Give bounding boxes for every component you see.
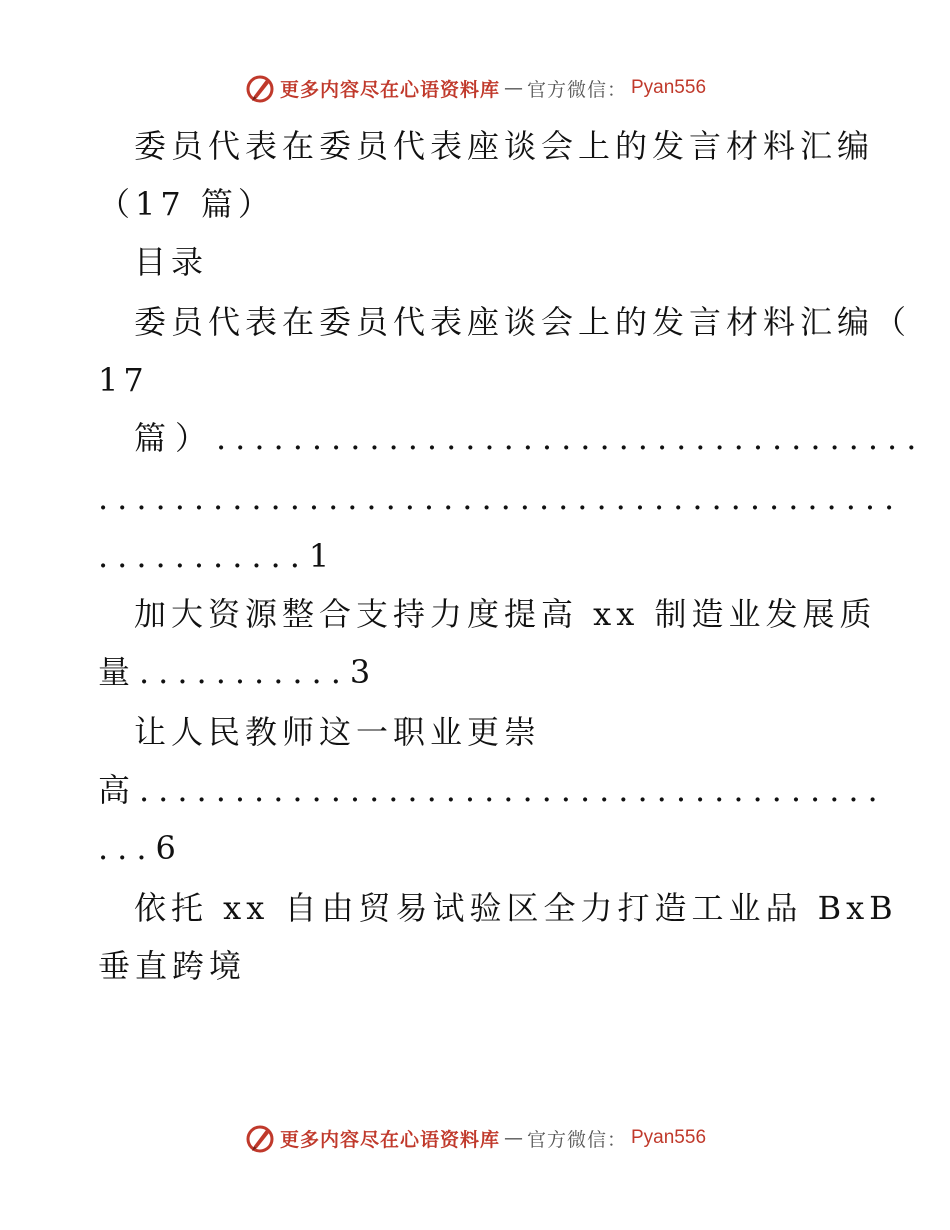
toc-entry-1-line-4[interactable]: .......................................... <box>98 479 904 517</box>
banner-wechat-id: Pyan556 <box>631 1127 707 1148</box>
banner-title: 更多内容尽在心语资料库 <box>279 78 500 101</box>
toc-entry-1-line-5[interactable]: ...........1 <box>98 537 339 575</box>
document-title-line-2: （17 篇） <box>98 185 275 223</box>
toc-entry-2-line-1[interactable]: 加大资源整合支持力度提高 xx 制造业发展质 <box>134 595 877 633</box>
banner-wechat-label: 官方微信： <box>526 1128 627 1151</box>
banner-dash: — <box>503 77 523 99</box>
header-banner <box>0 72 950 104</box>
banner-wechat-id: Pyan556 <box>631 77 707 98</box>
toc-entry-3-line-3[interactable]: ...6 <box>98 829 185 867</box>
banner-wechat-label: 官方微信： <box>526 78 627 101</box>
toc-entry-3-line-2[interactable]: 高....................................... <box>98 771 887 809</box>
banner-title: 更多内容尽在心语资料库 <box>279 1128 500 1151</box>
toc-entry-1-line-3[interactable]: 篇）..................................... <box>134 419 926 457</box>
toc-entry-4-line-2[interactable]: 垂直跨境 <box>98 947 247 985</box>
toc-entry-1-line-1[interactable]: 委员代表在委员代表座谈会上的发言材料汇编（ <box>134 303 912 341</box>
toc-heading: 目录 <box>134 243 209 281</box>
toc-entry-3-line-1[interactable]: 让人民教师这一职业更崇 <box>134 713 542 751</box>
toc-entry-2-line-2[interactable]: 量...........3 <box>98 653 380 691</box>
pen-logo-icon <box>244 72 276 104</box>
banner-dash: — <box>503 1127 523 1149</box>
toc-entry-1-line-2[interactable]: 17 <box>98 361 149 399</box>
document-title-line-1: 委员代表在委员代表座谈会上的发言材料汇编 <box>134 127 875 165</box>
footer-banner <box>0 1122 950 1154</box>
pen-logo-icon <box>244 1122 276 1154</box>
toc-entry-4-line-1[interactable]: 依托 xx 自由贸易试验区全力打造工业品 BxB <box>134 889 898 927</box>
